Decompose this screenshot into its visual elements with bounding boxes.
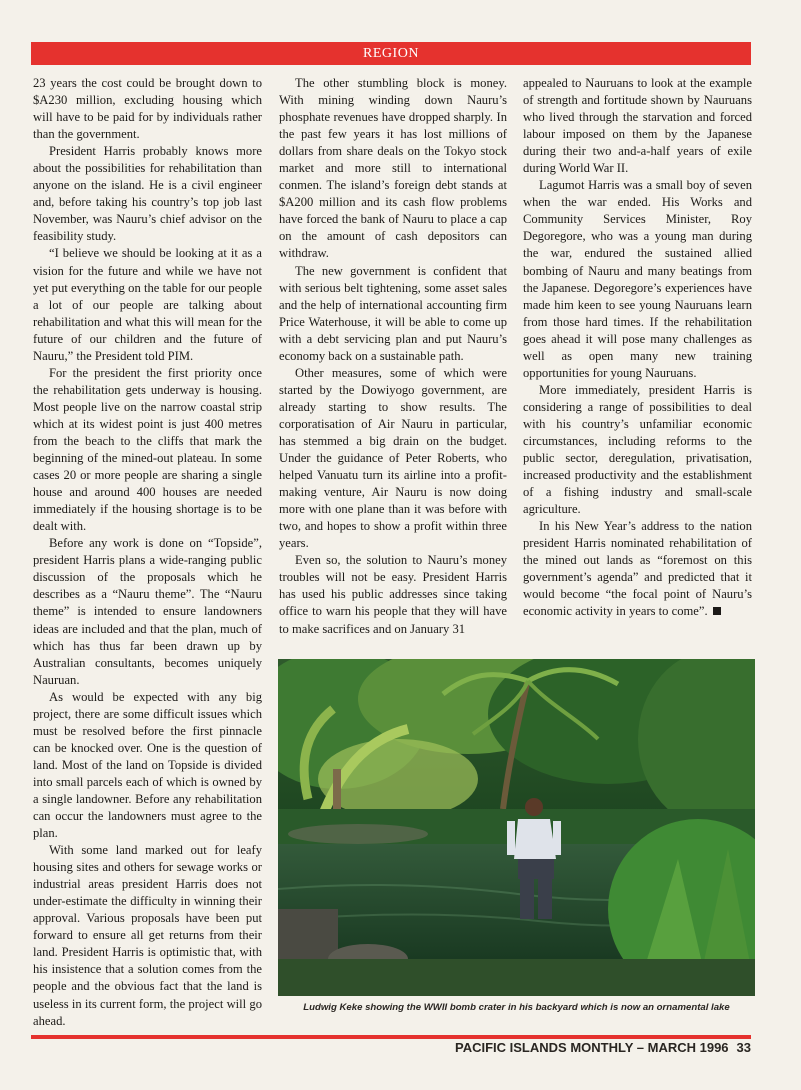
article-paragraph: More immediately, president Harris is considering a range of possibilities to deal with his country’s unfamiliar economic circumstances, including reforms to the public sector, deregulation, privatisation, increased productivity and the establishment of a fishing industry and small-scale agriculture.: [523, 382, 752, 517]
article-paragraph: Lagumot Harris was a small boy of seven when the war ended. His Works and Community Services Minister, Roy Degoregore, who was a young man during the war, endured the sustained allied bombing of Nauru and many beatings from the Japanese. Degoregore’s experiences have made him keen to see young Nauruans learn from those hard times. If the rehabilitation goes ahead it will pose many challenges as well as open many new training opportunities for young Nauruans.: [523, 178, 752, 380]
section-header-bar: [31, 42, 751, 65]
end-of-article-mark: [713, 607, 721, 615]
article-paragraph: appealed to Nauruans to look at the example of strength and fortitude shown by Nauruans who lived through the starvation and forced labour imposed on them by the Japanese during their two and-a-half years of exile during World War II.: [523, 76, 752, 176]
article-paragraph: The other stumbling block is money. With mining winding down Nauru’s phosphate revenues have dropped sharply. In the past few years it has lost millions of dollars from share deals on the Tokyo stock market and more still to international conmen. The island’s foreign debt stands at $A200 million and its cash flow problems have forced the bank of Nauru to place a cap on the amount of cash depositors can withdraw.: [279, 76, 507, 261]
article-paragraph: Before any work is done on “Topside”, president Harris plans a wide-ranging public discussion of the proposals which he describes as a “Nauru theme”. The “Nauru theme” is intended to ensure landowners ideas are included and that the plan, much of which has thus far been drawn up by Australian consultants, becomes uniquely Nauruan.: [33, 536, 262, 687]
article-paragraph: “I believe we should be looking at it as a vision for the future and while we have not yet put everything on the table for our people a lot of our people are talking about rehabilitation and what this will mean for the future of our children and the future of Nauru,” the President told PIM.: [33, 246, 262, 363]
page-footer: [455, 1040, 751, 1055]
article-column-3: [523, 75, 752, 621]
article-paragraph: The new government is confident that with serious belt tightening, some asset sales and the help of international accounting firm Price Waterhouse, it will be able to come up with a debt servicing plan and put Nauru’s economy back on a sustainable path.: [279, 263, 507, 363]
article-paragraph: President Harris probably knows more about the possibilities for rehabilitation than anyone on the island. He is a civil engineer and, before taking his country’s top job last November, was Nauru’s chief advisor on the feasibility study.: [33, 144, 262, 244]
publication-name: PACIFIC ISLANDS MONTHLY – MARCH 1996: [455, 1040, 729, 1055]
article-column-2: [279, 75, 507, 638]
article-paragraph: With some land marked out for leafy housing sites and others for sewage works or industrial areas president Harris does not under-estimate the difficulty in winning their approval. Various proposals have been put forward to ensure all get returns from their land. President Harris is optimistic that, with his insistence that a solution comes from the people and the obvious fact that the land is useless in its current form, the project will go ahead.: [33, 843, 262, 1028]
article-paragraph: As would be expected with any big project, there are some difficult issues which must be resolved before the first pinnacle can be knocked over. One is the question of land. Most of the land on Topside is divided into small parcels each of which is owned by a single landowner. Before any rehabilitation can occur the landowners must agree to the plan.: [33, 689, 262, 841]
garden-lake-photo-illustration: [278, 659, 755, 996]
article-paragraph: 23 years the cost could be brought down to $A230 million, excluding housing which will have to be paid for by individuals rather than the government.: [33, 76, 262, 142]
article-paragraph: For the president the first priority once the rehabilitation gets underway is housing. Most people live on the narrow coastal strip which at its widest point is just 400 metres from the beach to the cliffs that mark the beginning of the mined-out plateau. In some cases 20 or more people are sharing a single house and around 400 houses are needed immediately if the housing shortage is to be dealt with.: [33, 365, 262, 534]
article-paragraph: Even so, the solution to Nauru’s money troubles will not be easy. President Harris has used his public addresses since taking office to warn his people that they will have to make sacrifices and on January 31: [279, 553, 507, 636]
article-paragraph: Other measures, some of which were started by the Dowiyogo government, are already starting to show results. The corporatisation of Air Nauru in particular, has stemmed a big drain on the budget. Under the guidance of Peter Roberts, who helped Vanuatu turn its airline into a profit-making venture, Air Nauru is now doing more with one plane than it was before with two, and hopes to show a profit within three years.: [279, 365, 507, 551]
page-number: 33: [736, 1040, 751, 1055]
article-paragraph: In his New Year’s address to the nation president Harris nominated rehabilitation of the mined out lands as “foremost on this government’s agenda” and predicted that it would become “the focal point of Nauru’s economic activity in years to come”.: [523, 519, 752, 619]
article-photo: [278, 659, 755, 996]
section-title: REGION: [363, 46, 419, 61]
footer-rule: [31, 1035, 751, 1039]
photo-caption: Ludwig Keke showing the WWII bomb crater in his backyard which is now an ornamental lake: [303, 1002, 730, 1013]
article-column-1: [33, 75, 262, 1030]
